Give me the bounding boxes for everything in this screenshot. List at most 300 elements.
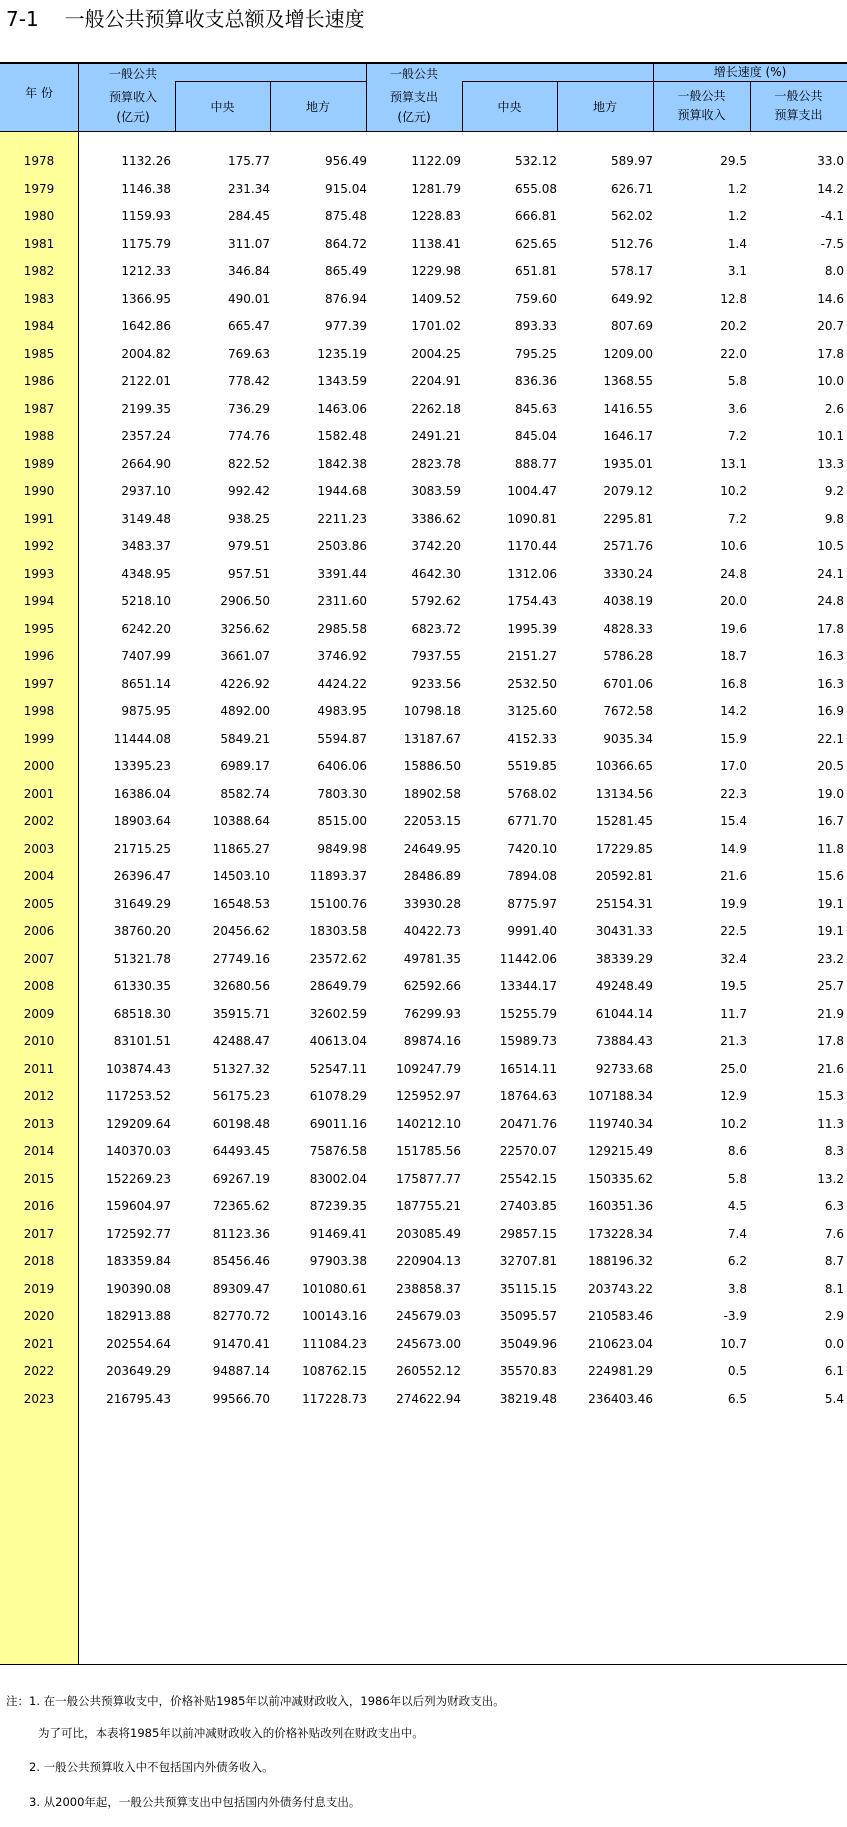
cell-expenditure-central: 893.33 bbox=[515, 319, 557, 333]
cell-expenditure-total: 203085.49 bbox=[396, 1226, 461, 1241]
cell-growth-expenditure: 23.2 bbox=[817, 951, 844, 966]
cell-revenue-local: 4424.22 bbox=[317, 676, 367, 691]
cell-expenditure-central: 5768.02 bbox=[507, 786, 557, 801]
cell-growth-revenue: 10.2 bbox=[720, 484, 747, 498]
cell-growth-expenditure: 14.6 bbox=[817, 291, 844, 306]
cell-revenue-total: 117253.52 bbox=[106, 1089, 171, 1103]
cell-revenue-local: 28649.79 bbox=[309, 979, 367, 993]
cell-expenditure-total: 2204.91 bbox=[411, 374, 461, 388]
cell-revenue-local: 117228.73 bbox=[302, 1391, 367, 1406]
cell-revenue-total: 1159.93 bbox=[121, 209, 171, 223]
cell-revenue-total: 203649.29 bbox=[106, 1364, 171, 1378]
cell-year: 2007 bbox=[23, 951, 55, 966]
cell-growth-revenue: 22.0 bbox=[720, 346, 747, 361]
cell-expenditure-local: 1646.17 bbox=[603, 429, 653, 443]
cell-revenue-total: 16386.04 bbox=[113, 786, 171, 801]
cell-year: 2001 bbox=[23, 786, 55, 801]
cell-growth-expenditure: 16.3 bbox=[817, 676, 844, 691]
cell-expenditure-central: 7420.10 bbox=[507, 841, 557, 856]
header-divider bbox=[175, 81, 366, 82]
cell-expenditure-total: 7937.55 bbox=[411, 649, 461, 663]
cell-revenue-local: 1944.68 bbox=[317, 484, 367, 498]
table-bottom-border bbox=[0, 1664, 847, 1665]
cell-expenditure-central: 4152.33 bbox=[507, 731, 557, 746]
cell-growth-revenue: 20.0 bbox=[720, 594, 747, 608]
cell-revenue-local: 108762.15 bbox=[302, 1364, 367, 1378]
cell-revenue-central: 32680.56 bbox=[212, 979, 270, 993]
cell-expenditure-local: 626.71 bbox=[611, 181, 653, 196]
cell-growth-revenue: 20.2 bbox=[720, 319, 747, 333]
cell-year: 2020 bbox=[23, 1309, 55, 1323]
cell-expenditure-total: 175877.77 bbox=[396, 1171, 461, 1186]
cell-revenue-total: 103874.43 bbox=[106, 1061, 171, 1076]
cell-revenue-total: 2357.24 bbox=[121, 429, 171, 443]
cell-expenditure-total: 109247.79 bbox=[396, 1061, 461, 1076]
cell-expenditure-total: 245673.00 bbox=[396, 1336, 461, 1351]
cell-year: 2023 bbox=[23, 1391, 55, 1406]
cell-expenditure-total: 151785.56 bbox=[396, 1144, 461, 1158]
cell-growth-revenue: 3.1 bbox=[727, 264, 747, 278]
cell-revenue-local: 1343.59 bbox=[317, 374, 367, 388]
cell-revenue-central: 91470.41 bbox=[212, 1336, 270, 1351]
cell-expenditure-local: 160351.36 bbox=[588, 1199, 653, 1213]
cell-growth-expenditure: 8.7 bbox=[824, 1254, 844, 1268]
cell-revenue-local: 83002.04 bbox=[309, 1171, 367, 1186]
cell-growth-revenue: 6.2 bbox=[727, 1254, 747, 1268]
cell-revenue-total: 68518.30 bbox=[113, 1006, 171, 1021]
cell-growth-expenditure: 25.7 bbox=[817, 979, 844, 993]
cell-growth-revenue: 19.5 bbox=[720, 979, 747, 993]
cell-expenditure-local: 210583.46 bbox=[588, 1309, 653, 1323]
cell-expenditure-central: 13344.17 bbox=[499, 979, 557, 993]
cell-expenditure-local: 649.92 bbox=[611, 291, 653, 306]
cell-growth-revenue: 21.6 bbox=[720, 869, 747, 883]
cell-expenditure-local: 1416.55 bbox=[603, 401, 653, 416]
cell-revenue-central: 64493.45 bbox=[212, 1144, 270, 1158]
cell-revenue-central: 822.52 bbox=[228, 456, 270, 471]
cell-expenditure-central: 1995.39 bbox=[507, 621, 557, 636]
cell-expenditure-central: 35115.15 bbox=[499, 1281, 557, 1296]
cell-revenue-central: 69267.19 bbox=[212, 1171, 270, 1186]
cell-growth-revenue: 11.7 bbox=[720, 1006, 747, 1021]
cell-expenditure-local: 1935.01 bbox=[603, 456, 653, 471]
cell-year: 1978 bbox=[23, 154, 55, 168]
cell-expenditure-central: 845.04 bbox=[515, 429, 557, 443]
cell-revenue-local: 6406.06 bbox=[317, 759, 367, 773]
cell-year: 1996 bbox=[23, 649, 55, 663]
cell-expenditure-central: 32707.81 bbox=[499, 1254, 557, 1268]
cell-revenue-local: 1842.38 bbox=[317, 456, 367, 471]
note-1: 注：1. 在一般公共预算收支中，价格补贴1985年以前冲减财政收入，1986年以后列为财政支出。 bbox=[6, 1694, 505, 1708]
cell-revenue-central: 20456.62 bbox=[212, 924, 270, 938]
cell-growth-revenue: 13.1 bbox=[720, 456, 747, 471]
cell-expenditure-total: 187755.21 bbox=[396, 1199, 461, 1213]
cell-growth-expenditure: 19.1 bbox=[817, 896, 844, 911]
cell-expenditure-central: 836.36 bbox=[515, 374, 557, 388]
cell-expenditure-total: 89874.16 bbox=[403, 1034, 461, 1048]
cell-revenue-central: 774.76 bbox=[228, 429, 270, 443]
cell-expenditure-total: 76299.93 bbox=[403, 1006, 461, 1021]
cell-revenue-local: 52547.11 bbox=[309, 1061, 367, 1076]
cell-revenue-total: 129209.64 bbox=[106, 1116, 171, 1131]
cell-revenue-total: 6242.20 bbox=[121, 621, 171, 636]
cell-expenditure-total: 1122.09 bbox=[411, 154, 461, 168]
note-3: 3. 从2000年起，一般公共预算支出中包括国内外债务付息支出。 bbox=[29, 1795, 361, 1809]
cell-expenditure-total: 6823.72 bbox=[411, 621, 461, 636]
cell-expenditure-local: 578.17 bbox=[611, 264, 653, 278]
cell-expenditure-local: 4828.33 bbox=[603, 621, 653, 636]
cell-growth-expenditure: 10.1 bbox=[817, 429, 844, 443]
cell-revenue-total: 202554.64 bbox=[106, 1336, 171, 1351]
cell-revenue-central: 957.51 bbox=[228, 566, 270, 581]
cell-growth-revenue: 16.8 bbox=[720, 676, 747, 691]
cell-revenue-total: 1175.79 bbox=[121, 236, 171, 251]
cell-expenditure-local: 1209.00 bbox=[603, 346, 653, 361]
cell-expenditure-central: 27403.85 bbox=[499, 1199, 557, 1213]
cell-revenue-total: 9875.95 bbox=[121, 704, 171, 718]
cell-expenditure-total: 1281.79 bbox=[411, 181, 461, 196]
cell-year: 2019 bbox=[23, 1281, 55, 1296]
cell-year: 1995 bbox=[23, 621, 55, 636]
cell-revenue-total: 83101.51 bbox=[113, 1034, 171, 1048]
header-revenue-local: 地方 bbox=[305, 100, 330, 114]
cell-expenditure-local: 13134.56 bbox=[595, 786, 653, 801]
cell-expenditure-total: 220904.13 bbox=[396, 1254, 461, 1268]
cell-year: 1991 bbox=[23, 511, 55, 526]
cell-growth-expenditure: 2.9 bbox=[824, 1309, 844, 1323]
cell-growth-expenditure: 9.2 bbox=[824, 484, 844, 498]
cell-growth-expenditure: 14.2 bbox=[817, 181, 844, 196]
cell-growth-revenue: 14.9 bbox=[720, 841, 747, 856]
cell-expenditure-local: 210623.04 bbox=[588, 1336, 653, 1351]
cell-revenue-local: 69011.16 bbox=[309, 1116, 367, 1131]
cell-growth-revenue: 1.2 bbox=[727, 181, 747, 196]
cell-revenue-total: 2122.01 bbox=[121, 374, 171, 388]
cell-expenditure-central: 5519.85 bbox=[507, 759, 557, 773]
cell-growth-revenue: 19.9 bbox=[720, 896, 747, 911]
cell-growth-expenditure: 19.0 bbox=[817, 786, 844, 801]
header-revenue-total-l1: 一般公共 bbox=[108, 67, 157, 81]
cell-expenditure-central: 651.81 bbox=[515, 264, 557, 278]
cell-revenue-central: 311.07 bbox=[228, 236, 270, 251]
cell-expenditure-total: 13187.67 bbox=[403, 731, 461, 746]
cell-expenditure-total: 1228.83 bbox=[411, 209, 461, 223]
cell-year: 2016 bbox=[23, 1199, 55, 1213]
cell-expenditure-total: 3742.20 bbox=[411, 539, 461, 553]
header-revenue-total-unit: (亿元) bbox=[116, 110, 150, 124]
cell-expenditure-central: 1312.06 bbox=[507, 566, 557, 581]
cell-expenditure-central: 29857.15 bbox=[499, 1226, 557, 1241]
cell-growth-expenditure: 2.6 bbox=[824, 401, 844, 416]
cell-expenditure-central: 759.60 bbox=[515, 291, 557, 306]
cell-expenditure-total: 1229.98 bbox=[411, 264, 461, 278]
cell-expenditure-local: 3330.24 bbox=[603, 566, 653, 581]
cell-growth-revenue: 0.5 bbox=[727, 1364, 747, 1378]
cell-growth-revenue: 22.5 bbox=[720, 924, 747, 938]
cell-year: 1989 bbox=[23, 456, 55, 471]
cell-expenditure-central: 655.08 bbox=[515, 181, 557, 196]
cell-expenditure-central: 38219.48 bbox=[499, 1391, 557, 1406]
cell-growth-revenue: 5.8 bbox=[727, 1171, 747, 1186]
cell-growth-expenditure: 16.3 bbox=[817, 649, 844, 663]
cell-expenditure-central: 8775.97 bbox=[507, 896, 557, 911]
cell-expenditure-total: 33930.28 bbox=[403, 896, 461, 911]
cell-revenue-total: 1366.95 bbox=[121, 291, 171, 306]
cell-year: 2021 bbox=[23, 1336, 55, 1351]
cell-growth-expenditure: 13.3 bbox=[817, 456, 844, 471]
cell-year: 2004 bbox=[23, 869, 55, 883]
cell-revenue-local: 2311.60 bbox=[317, 594, 367, 608]
cell-expenditure-central: 7894.08 bbox=[507, 869, 557, 883]
cell-expenditure-total: 62592.66 bbox=[403, 979, 461, 993]
cell-growth-expenditure: 19.1 bbox=[817, 924, 844, 938]
cell-revenue-total: 2004.82 bbox=[121, 346, 171, 361]
cell-year: 1988 bbox=[23, 429, 55, 443]
cell-revenue-central: 769.63 bbox=[228, 346, 270, 361]
cell-expenditure-local: 17229.85 bbox=[595, 841, 653, 856]
cell-revenue-local: 91469.41 bbox=[309, 1226, 367, 1241]
cell-year: 1994 bbox=[23, 594, 55, 608]
cell-expenditure-local: 49248.49 bbox=[595, 979, 653, 993]
cell-expenditure-local: 73884.43 bbox=[595, 1034, 653, 1048]
cell-expenditure-local: 562.02 bbox=[611, 209, 653, 223]
cell-revenue-central: 82770.72 bbox=[212, 1309, 270, 1323]
cell-expenditure-central: 795.25 bbox=[515, 346, 557, 361]
cell-growth-revenue: 6.5 bbox=[727, 1391, 747, 1406]
cell-expenditure-total: 3386.62 bbox=[411, 511, 461, 526]
cell-revenue-total: 1146.38 bbox=[121, 181, 171, 196]
cell-expenditure-central: 22570.07 bbox=[499, 1144, 557, 1158]
cell-expenditure-total: 15886.50 bbox=[403, 759, 461, 773]
cell-year: 1998 bbox=[23, 704, 55, 718]
table-header bbox=[0, 62, 847, 132]
cell-revenue-total: 31649.29 bbox=[113, 896, 171, 911]
cell-expenditure-total: 10798.18 bbox=[403, 704, 461, 718]
cell-expenditure-central: 25542.15 bbox=[499, 1171, 557, 1186]
cell-revenue-total: 11444.08 bbox=[113, 731, 171, 746]
cell-expenditure-central: 1170.44 bbox=[507, 539, 557, 553]
cell-revenue-total: 5218.10 bbox=[121, 594, 171, 608]
cell-expenditure-local: 7672.58 bbox=[603, 704, 653, 718]
cell-expenditure-total: 2262.18 bbox=[411, 401, 461, 416]
cell-revenue-central: 51327.32 bbox=[212, 1061, 270, 1076]
cell-growth-expenditure: 0.0 bbox=[824, 1336, 844, 1351]
cell-expenditure-local: 10366.65 bbox=[595, 759, 653, 773]
cell-year: 1981 bbox=[23, 236, 55, 251]
cell-expenditure-local: 4038.19 bbox=[603, 594, 653, 608]
cell-expenditure-total: 22053.15 bbox=[403, 814, 461, 828]
cell-year: 2002 bbox=[23, 814, 55, 828]
cell-revenue-total: 26396.47 bbox=[113, 869, 171, 883]
cell-growth-revenue: 7.2 bbox=[727, 429, 747, 443]
cell-expenditure-total: 245679.03 bbox=[396, 1309, 461, 1323]
table-number: 7-1 bbox=[6, 7, 39, 31]
cell-growth-expenditure: 16.9 bbox=[817, 704, 844, 718]
header-divider bbox=[653, 81, 847, 82]
cell-expenditure-central: 625.65 bbox=[515, 236, 557, 251]
cell-year: 1984 bbox=[23, 319, 55, 333]
cell-revenue-total: 3149.48 bbox=[121, 511, 171, 526]
cell-expenditure-central: 845.63 bbox=[515, 401, 557, 416]
header-revenue-central: 中央 bbox=[210, 100, 235, 114]
cell-revenue-local: 2503.86 bbox=[317, 539, 367, 553]
cell-year: 2006 bbox=[23, 924, 55, 938]
cell-growth-revenue: -3.9 bbox=[723, 1309, 747, 1323]
cell-revenue-local: 40613.04 bbox=[309, 1034, 367, 1048]
header-expenditure-total-unit: (亿元) bbox=[397, 110, 431, 124]
cell-year: 2015 bbox=[23, 1171, 55, 1186]
cell-revenue-total: 2199.35 bbox=[121, 401, 171, 416]
cell-revenue-total: 8651.14 bbox=[121, 676, 171, 691]
cell-growth-revenue: 10.6 bbox=[720, 539, 747, 553]
cell-expenditure-local: 107188.34 bbox=[588, 1089, 653, 1103]
cell-revenue-central: 16548.53 bbox=[212, 896, 270, 911]
cell-growth-expenditure: 13.2 bbox=[817, 1171, 844, 1186]
cell-growth-revenue: 12.8 bbox=[720, 291, 747, 306]
cell-expenditure-local: 119740.34 bbox=[588, 1116, 653, 1131]
cell-revenue-local: 100143.16 bbox=[302, 1309, 367, 1323]
cell-expenditure-local: 25154.31 bbox=[595, 896, 653, 911]
cell-revenue-total: 1642.86 bbox=[121, 319, 171, 333]
cell-expenditure-central: 1754.43 bbox=[507, 594, 557, 608]
cell-growth-revenue: 1.2 bbox=[727, 209, 747, 223]
cell-expenditure-total: 125952.97 bbox=[396, 1089, 461, 1103]
cell-expenditure-total: 274622.94 bbox=[396, 1391, 461, 1406]
cell-growth-expenditure: 11.3 bbox=[817, 1116, 844, 1131]
cell-revenue-central: 979.51 bbox=[228, 539, 270, 553]
cell-growth-expenditure: 7.6 bbox=[824, 1226, 844, 1241]
cell-growth-revenue: 17.0 bbox=[720, 759, 747, 773]
cell-revenue-local: 1235.19 bbox=[317, 346, 367, 361]
cell-revenue-local: 4983.95 bbox=[317, 704, 367, 718]
cell-revenue-central: 490.01 bbox=[228, 291, 270, 306]
cell-expenditure-local: 2079.12 bbox=[603, 484, 653, 498]
cell-expenditure-central: 1004.47 bbox=[507, 484, 557, 498]
cell-revenue-central: 2906.50 bbox=[220, 594, 270, 608]
cell-growth-expenditure: 8.1 bbox=[824, 1281, 844, 1296]
cell-expenditure-central: 3125.60 bbox=[507, 704, 557, 718]
cell-revenue-total: 140370.03 bbox=[106, 1144, 171, 1158]
table-row bbox=[0, 1382, 847, 1414]
cell-revenue-total: 18903.64 bbox=[113, 814, 171, 828]
header-expenditure-central: 中央 bbox=[497, 100, 522, 114]
cell-revenue-total: 190390.08 bbox=[106, 1281, 171, 1296]
header-growth-expenditure-l2: 预算支出 bbox=[774, 108, 823, 122]
cell-growth-expenditure: 6.1 bbox=[824, 1364, 844, 1378]
cell-expenditure-local: 5786.28 bbox=[603, 649, 653, 663]
cell-revenue-central: 5849.21 bbox=[220, 731, 270, 746]
cell-expenditure-central: 1090.81 bbox=[507, 511, 557, 526]
cell-revenue-total: 2664.90 bbox=[121, 456, 171, 471]
cell-expenditure-total: 140212.10 bbox=[396, 1116, 461, 1131]
header-growth-group: 增长速度 (%) bbox=[713, 65, 787, 79]
cell-revenue-local: 101080.61 bbox=[302, 1281, 367, 1296]
cell-revenue-central: 42488.47 bbox=[212, 1034, 270, 1048]
cell-revenue-local: 8515.00 bbox=[317, 814, 367, 828]
cell-expenditure-central: 15989.73 bbox=[499, 1034, 557, 1048]
cell-growth-revenue: 5.8 bbox=[727, 374, 747, 388]
cell-revenue-central: 94887.14 bbox=[212, 1364, 270, 1378]
header-growth-expenditure-l1: 一般公共 bbox=[774, 89, 823, 103]
cell-expenditure-local: 512.76 bbox=[611, 236, 653, 251]
cell-revenue-central: 284.45 bbox=[228, 209, 270, 223]
cell-growth-revenue: 7.2 bbox=[727, 511, 747, 526]
cell-revenue-local: 18303.58 bbox=[309, 924, 367, 938]
cell-expenditure-local: 150335.62 bbox=[588, 1171, 653, 1186]
cell-expenditure-local: 2295.81 bbox=[603, 511, 653, 526]
cell-growth-expenditure: 21.9 bbox=[817, 1006, 844, 1021]
header-revenue-total-l2: 预算收入 bbox=[108, 90, 157, 104]
cell-revenue-central: 60198.48 bbox=[212, 1116, 270, 1131]
cell-year: 2010 bbox=[23, 1034, 55, 1048]
cell-growth-expenditure: 10.5 bbox=[817, 539, 844, 553]
table-title-text: 一般公共预算收支总额及增长速度 bbox=[64, 7, 365, 31]
cell-growth-expenditure: 22.1 bbox=[817, 731, 844, 746]
cell-expenditure-total: 4642.30 bbox=[411, 566, 461, 581]
cell-revenue-central: 346.84 bbox=[228, 264, 270, 278]
cell-year: 1993 bbox=[23, 566, 55, 581]
cell-expenditure-local: 236403.46 bbox=[588, 1391, 653, 1406]
cell-revenue-total: 13395.23 bbox=[113, 759, 171, 773]
cell-revenue-central: 10388.64 bbox=[212, 814, 270, 828]
cell-expenditure-central: 15255.79 bbox=[499, 1006, 557, 1021]
cell-year: 2008 bbox=[23, 979, 55, 993]
cell-expenditure-local: 2571.76 bbox=[603, 539, 653, 553]
cell-expenditure-central: 35095.57 bbox=[499, 1309, 557, 1323]
cell-revenue-local: 3746.92 bbox=[317, 649, 367, 663]
cell-revenue-central: 4226.92 bbox=[220, 676, 270, 691]
cell-revenue-central: 14503.10 bbox=[212, 869, 270, 883]
table-title bbox=[6, 4, 365, 34]
cell-revenue-central: 938.25 bbox=[228, 511, 270, 526]
cell-revenue-local: 61078.29 bbox=[309, 1089, 367, 1103]
cell-revenue-local: 7803.30 bbox=[317, 786, 367, 801]
cell-growth-revenue: 14.2 bbox=[720, 704, 747, 718]
cell-growth-expenditure: 6.3 bbox=[824, 1199, 844, 1213]
cell-revenue-local: 111084.23 bbox=[302, 1336, 367, 1351]
cell-growth-revenue: 8.6 bbox=[727, 1144, 747, 1158]
cell-revenue-local: 87239.35 bbox=[309, 1199, 367, 1213]
cell-year: 2012 bbox=[23, 1089, 55, 1103]
cell-revenue-central: 56175.23 bbox=[212, 1089, 270, 1103]
cell-revenue-local: 915.04 bbox=[325, 181, 367, 196]
cell-year: 2017 bbox=[23, 1226, 55, 1241]
cell-expenditure-central: 6771.70 bbox=[507, 814, 557, 828]
cell-expenditure-central: 18764.63 bbox=[499, 1089, 557, 1103]
cell-expenditure-local: 61044.14 bbox=[595, 1006, 653, 1021]
cell-revenue-total: 172592.77 bbox=[106, 1226, 171, 1241]
cell-growth-revenue: 21.3 bbox=[720, 1034, 747, 1048]
cell-expenditure-total: 1138.41 bbox=[411, 236, 461, 251]
cell-expenditure-central: 666.81 bbox=[515, 209, 557, 223]
cell-growth-revenue: 15.4 bbox=[720, 814, 747, 828]
cell-revenue-central: 11865.27 bbox=[212, 841, 270, 856]
cell-revenue-central: 27749.16 bbox=[212, 951, 270, 966]
cell-expenditure-local: 203743.22 bbox=[588, 1281, 653, 1296]
cell-expenditure-total: 40422.73 bbox=[403, 924, 461, 938]
cell-revenue-central: 6989.17 bbox=[220, 759, 270, 773]
cell-expenditure-central: 532.12 bbox=[515, 154, 557, 168]
cell-expenditure-local: 173228.34 bbox=[588, 1226, 653, 1241]
cell-growth-expenditure: 17.8 bbox=[817, 346, 844, 361]
cell-growth-revenue: 10.7 bbox=[720, 1336, 747, 1351]
cell-expenditure-total: 18902.58 bbox=[403, 786, 461, 801]
cell-expenditure-local: 30431.33 bbox=[595, 924, 653, 938]
cell-year: 1986 bbox=[23, 374, 55, 388]
cell-growth-expenditure: 20.7 bbox=[817, 319, 844, 333]
cell-revenue-local: 956.49 bbox=[325, 154, 367, 168]
cell-growth-revenue: 4.5 bbox=[727, 1199, 747, 1213]
